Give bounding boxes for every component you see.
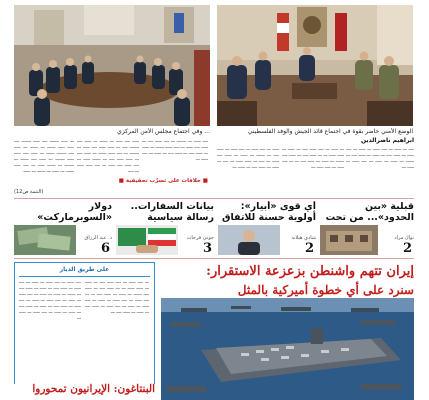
text-column-1: ـــ ـــــ ـــــــ ــــ ـــــ ـــــــ ــــ ـــــ ـــــ ــــــ ـــ ــــــ ـــ ـــــ ــــ ـــــــ ــــــ ـــ ـــــ ــــ ـــــ ـــــ ـــــــ ـــ ـــــ ــــ ــــــ ـــ ـــــــ ـــ ــــــ ـــــ ـــ ــــ ـــــ ــــــ ـــ ـــــ ـــ ــــــ ـــ ـــــ — [14, 139, 74, 174]
building-icon — [320, 225, 378, 255]
byline: ابراهيم ناصرالدين — [361, 137, 414, 144]
meeting-photo-illustration — [14, 5, 210, 126]
opinion-column-label: على طريق الديار — [59, 266, 110, 273]
teaser-page-number: 6 — [100, 241, 110, 256]
main-headline-line1: إيران تتهم واشنطن بزعزعة الاستقرار: — [206, 264, 414, 279]
flags-handshake-icon — [116, 225, 178, 255]
main-headline-line2: سنرد على أي خطوة أميركية بالمثل — [237, 283, 414, 297]
teaser-card-6[interactable] — [14, 201, 112, 257]
opinion-column-rule — [19, 276, 150, 277]
teaser-page-number: 2 — [402, 241, 412, 256]
text-column-2: ـــــ ــــ ـــــ ـــ ــــــ ـــ ـــــ ــــ ـــــــ ــــ ـــ ـــــ ـــــ ــــ ـــــ ـــ ـــــــ ـــ ــــ ـــــ ــــــ ـــ ـــــ ــــ ـــ ـــــ ـــــ ــــ ـــ ــــــ ـــــ ـــ ــــ ـــــ ــــ ـــــ ـــ ــــ ـــــ ـــــ ـــ ــــ — [77, 139, 139, 174]
teaser-author: جوني فرحات — [186, 235, 214, 241]
dollar-bills-icon — [14, 225, 76, 255]
strip-bottom-rule — [14, 258, 414, 259]
army-meeting-photo — [217, 5, 413, 126]
teaser-card-3[interactable] — [116, 201, 214, 257]
teaser-title: بيانات السفارات.. رسالة سياسية — [130, 201, 214, 223]
army-meeting-photo-illustration — [217, 5, 413, 126]
opinion-text-right: ـــ ــــ ـــــ ـــ ــــ ـــــ ــــ ـــ ـــــ ـــ ـــــ ـــــ ـــ ـــ ـــــ ــــ ـــ ـــــ ــــ ــــــ ـــ ـــــ ـــ ـــــ ــــ ـــ ـــ ــــ ـــــ ـــ ــــ ـــــ ـــ ـــــ ـــ ــــ ـــــ ـــ ـــــ ـــ ــــ ـــــ ـــ ـــــ ــــ ـــ ـــــ ـــ ـــــ ــــ ـــ — [85, 280, 149, 315]
aircraft-carrier-illustration — [161, 298, 414, 400]
teaser-photo-building — [320, 225, 378, 255]
teaser-page-number: 2 — [304, 241, 314, 256]
teaser-red-heading: ■ خلافات على تسرّب تحقيقية ■ — [118, 178, 208, 184]
left-photo-caption: ... وفي اجتماع مجلس الأمن المركزي — [117, 128, 210, 135]
teaser-author: شادي هيلانة — [291, 235, 316, 241]
teaser-author: د. عبد الرزاق — [84, 235, 112, 241]
right-photo-caption: الوضع الأمني حاضر بقوة في اجتماع قائد الجيش والوفد الفلسطيني — [247, 128, 413, 135]
teaser-photo-dollars — [14, 225, 76, 255]
meeting-photo — [14, 5, 210, 126]
portrait-icon — [218, 225, 280, 255]
text-column-6: ــــ ـــ ـــــ ـــ ــــ ـــــ ـــ ـــــ ـــ ــــ ـــــ ـــ ـــــ ــــ ـــ ـــــ ـــ ـــــ ــــ ـــ ــــــ ـــ ـــــ ـــ ـــــ ـــ ــــ ـــــ ـــ ـــــ ـــ — [346, 147, 414, 170]
aircraft-carrier-photo — [161, 298, 414, 400]
teaser-title: دولار «السوبرماركت» — [37, 201, 112, 223]
teaser-photo-portrait — [218, 225, 280, 255]
teaser-title: قبلية «بين الحدود»... من تحت — [325, 201, 414, 223]
text-column-3: ــــ ـــــ ـــ ـــــــ ـــ ــــ ـــــ ــــ ـــ ـــــ ــــ ـــــ ـــ ــــ ـــــ ــــــ ـــ ـــــ ـــ ـــــ ــــ ـــ ـــــ ــــ ـــ ـــــ ـــ ــــ ـــــ ـــ — [142, 139, 208, 162]
bottom-headline: البنتاغون: الإيرانيون تمحوروا — [32, 383, 155, 395]
teaser-page-number: 3 — [202, 241, 212, 256]
text-column-4: ـــــ ـــ ــــ ـــــ ـــ ــــ ـــــ ـــ ـــــ ــــ ـــ ــــــ ـــ ـــــ ـــ ـــــ ــــ ـــــ ـــ ــــ ـــ ـــــ ـــــ ـــ ــــ ـــ ـــــ ـــ ـــــ ــــ ـــ ـــــ ـــ — [217, 147, 279, 170]
opinion-column-box — [14, 262, 155, 396]
teaser-card-2a[interactable] — [218, 201, 316, 257]
opinion-text-left: ــــ ـــــ ـــ ــــ ـــــ ـــ ـــــ ـــ ــــ ـــــ ـــ ـــــ ــــ ـــ ـــــ ـــ ـــــ ــــ ـــ ــــــ ـــ ـــــ ـــ ـــــ ـــ ــــ ـــــ ـــ ـــــ ـــ ــــ ـــــ ـــ ـــــ ـــ ــــ ـــــ ـــ ـــــ ــــ ـــ ـــــ ـــ ـــــ ــــ ـــ ـــــ ـــ ـــــ ـــ ــــ ـــــ ـــ ـــــ ـــ — [19, 280, 81, 321]
teaser-author: نوال مراد — [394, 235, 414, 241]
teaser-card-2b[interactable] — [320, 201, 414, 257]
teaser-photo-flags — [116, 225, 178, 255]
text-column-5: ـــ ـــــ ـــ ــــ ـــــ ــــ ـــ ـــــ ـــ ـــــ ـــــ ـــ ـــ ـــــ ــــ ـــ ـــــ ــــ ــــــ ـــ ـــــ ـــ ـــــ ــــ ـــ ـــ ــــ ـــــ ـــ ــــ ـــــ ـــ — [282, 147, 344, 170]
strip-top-rule — [14, 198, 414, 199]
teaser-title: أي قوى «أبيار»: أولوية حسنة للاتفاق — [221, 201, 316, 223]
continued-note: (التتمة ص12) — [14, 189, 44, 195]
